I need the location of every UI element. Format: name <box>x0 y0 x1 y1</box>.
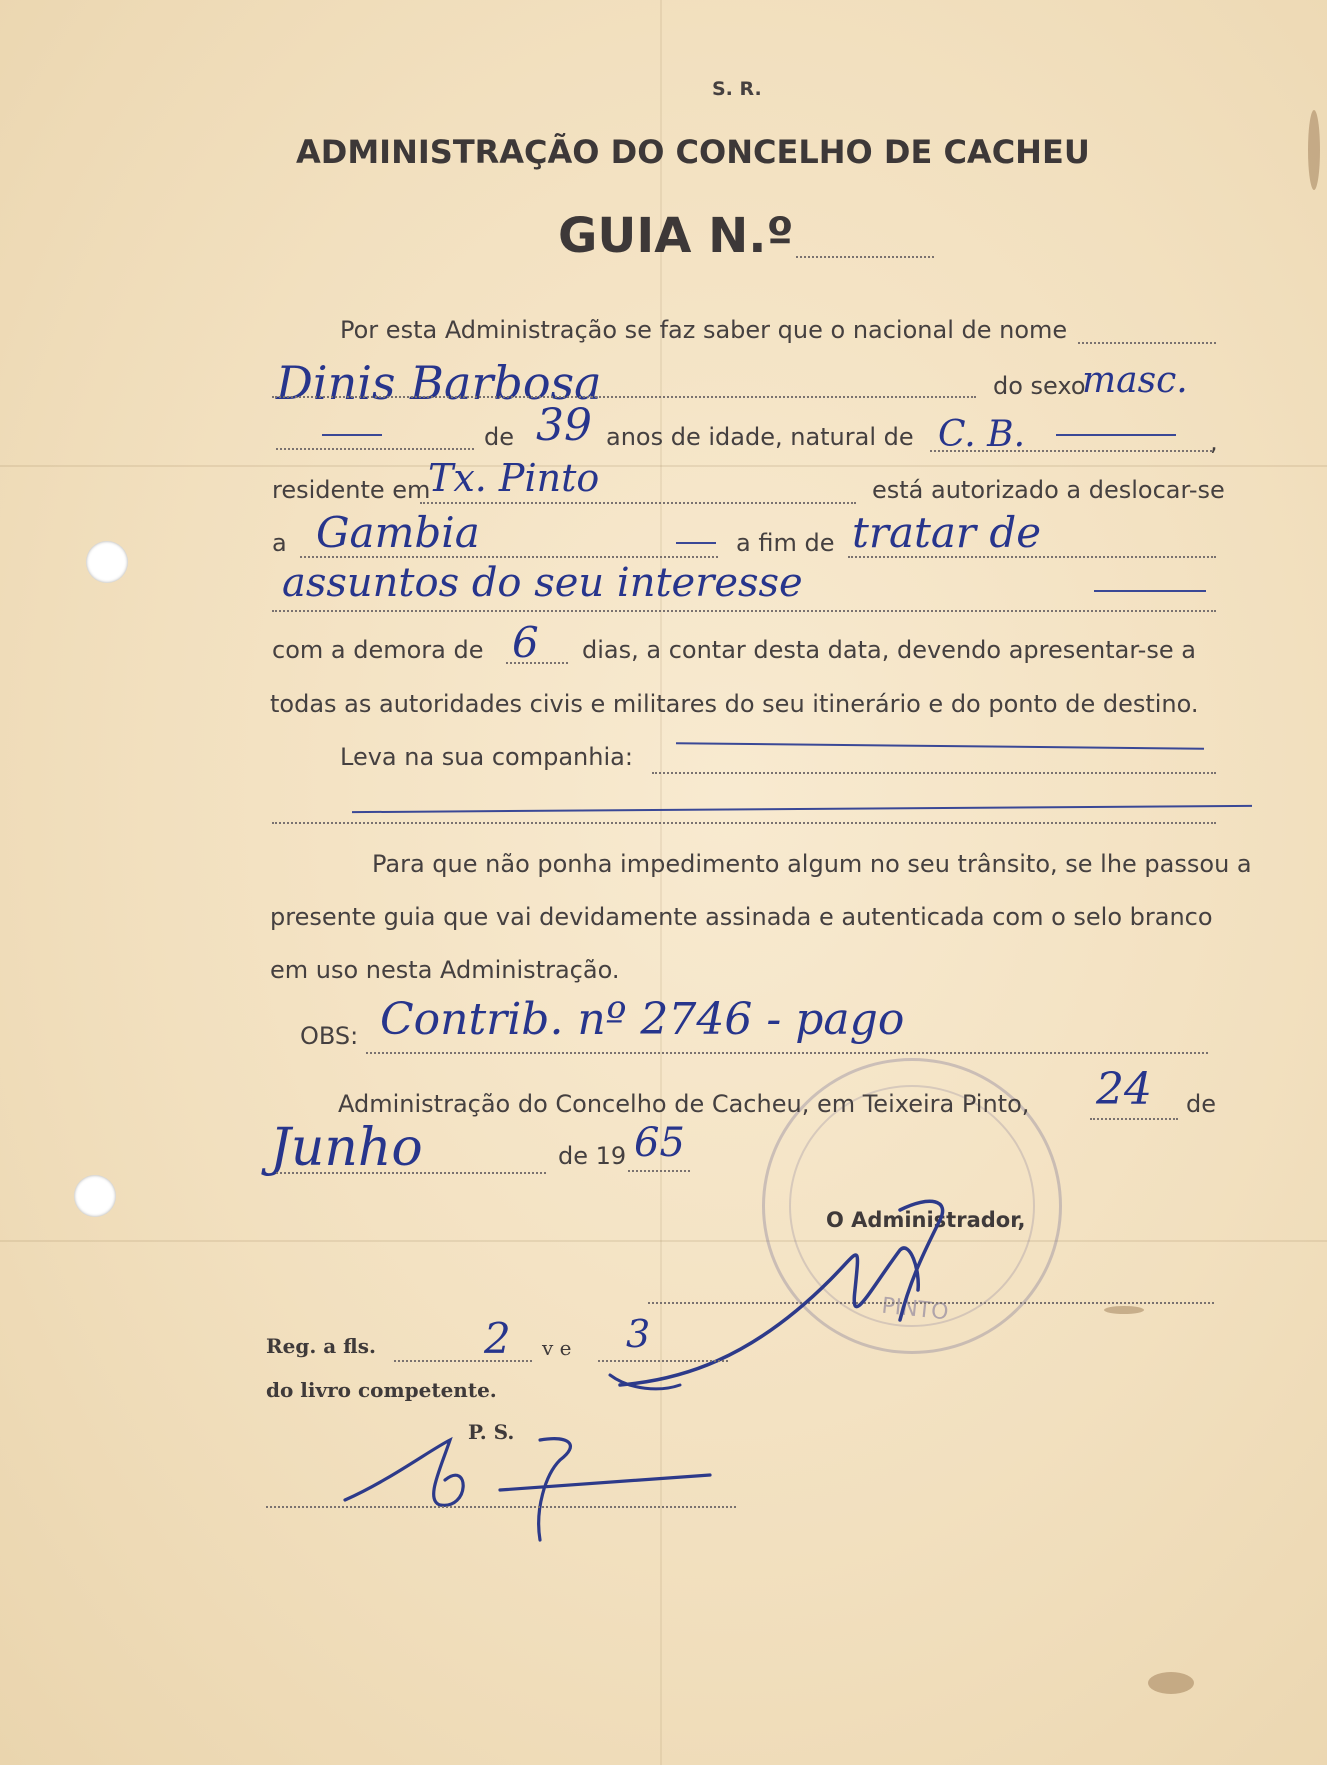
nome-line-end <box>1078 342 1216 344</box>
ps-line <box>266 1506 736 1508</box>
destino-handwritten: Gambia <box>316 508 480 557</box>
obs-label: OBS: <box>300 1022 359 1050</box>
reg-line <box>394 1360 532 1362</box>
pen-stroke <box>676 742 1204 750</box>
administrador-label: O Administrador, <box>826 1208 1026 1232</box>
livro-label: do livro competente. <box>266 1378 497 1402</box>
stain <box>1148 1672 1194 1694</box>
reg-label: Reg. a fls. <box>266 1334 376 1358</box>
companhia-line-2 <box>272 822 1216 824</box>
autoridades-text: todas as autoridades civis e militares do seu itinerário e do ponto de destino. <box>270 690 1199 718</box>
ps-signature <box>330 1420 730 1550</box>
natural-line <box>930 450 1212 452</box>
pen-dash <box>1094 590 1206 592</box>
stain <box>1308 110 1320 190</box>
pen-dash <box>676 542 716 544</box>
pen-dash <box>1056 434 1176 436</box>
administrator-signature <box>600 1180 1060 1410</box>
dia-line <box>1090 1118 1178 1120</box>
idade-handwritten: 39 <box>536 400 592 451</box>
fim-cont-line <box>272 610 1216 612</box>
dia-handwritten: 24 <box>1096 1064 1152 1115</box>
companhia-line <box>652 772 1216 774</box>
place-text: Administração do Concelho de Cacheu, em Teixeira Pinto, <box>338 1090 1030 1118</box>
nome-handwritten: Dinis Barbosa <box>276 356 602 410</box>
obs-line <box>366 1052 1208 1054</box>
ano-line <box>628 1170 690 1172</box>
fls-handwritten: 2 <box>484 1314 511 1363</box>
seal-text: PINTO <box>880 1293 950 1326</box>
residente-handwritten: Tx. Pinto <box>428 456 600 500</box>
de-end-label: de <box>1186 1090 1216 1118</box>
demora-handwritten: 6 <box>512 618 539 667</box>
sexo-handwritten: masc. <box>1082 360 1188 401</box>
obs-handwritten: Contrib. nº 2746 - pago <box>380 994 905 1045</box>
sr-mark: S. R. <box>712 78 762 100</box>
pen-stroke <box>352 805 1252 813</box>
fim-cont-handwritten: assuntos do seu interesse <box>282 560 803 606</box>
pen-dash <box>322 434 382 436</box>
demora-label: com a demora de <box>272 636 484 664</box>
de-label: de <box>484 423 514 451</box>
guia-heading: GUIA N.º <box>558 208 794 264</box>
autorizado-label: está autorizado a deslocar-se <box>872 476 1225 504</box>
dias-label: dias, a contar desta data, devendo apresentar-se a <box>582 636 1196 664</box>
residente-line <box>420 502 856 504</box>
guia-number-line <box>796 256 934 258</box>
para-line-3: em uso nesta Administração. <box>270 956 620 984</box>
para-line-2: presente guia que vai devidamente assinada e autenticada com o selo branco <box>270 903 1213 931</box>
punch-hole <box>74 1175 116 1217</box>
ps-label: P. S. <box>468 1420 515 1444</box>
comma: , <box>1210 428 1218 456</box>
fls2-handwritten: 3 <box>626 1312 651 1356</box>
companhia-label: Leva na sua companhia: <box>340 743 633 771</box>
intro-text: Por esta Administração se faz saber que o nacional de nome <box>340 316 1068 344</box>
v-e-label: v e <box>542 1336 572 1360</box>
destino-line <box>300 556 718 558</box>
fim-line <box>848 556 1216 558</box>
anos-label: anos de idade, natural de <box>606 423 914 451</box>
fim-label: a fim de <box>736 529 835 557</box>
natural-handwritten: C. B. <box>938 414 1026 455</box>
year-prefix: de 19 <box>558 1142 627 1170</box>
a-label: a <box>272 529 287 557</box>
mes-handwritten: Junho <box>270 1118 423 1178</box>
reg-line-2 <box>598 1360 728 1362</box>
fold-line <box>0 465 1327 467</box>
punch-hole <box>86 541 128 583</box>
para-line-1: Para que não ponha impedimento algum no seu trânsito, se lhe passou a <box>372 850 1252 878</box>
nome-line <box>272 396 976 398</box>
residente-label: residente em <box>272 476 431 504</box>
mes-line <box>276 1172 546 1174</box>
line-blank <box>276 448 474 450</box>
fim-handwritten: tratar de <box>852 508 1042 557</box>
ano-handwritten: 65 <box>634 1120 685 1166</box>
stain <box>1104 1306 1144 1314</box>
sexo-label: do sexo <box>993 372 1086 400</box>
demora-line <box>506 662 568 664</box>
office-title: ADMINISTRAÇÃO DO CONCELHO DE CACHEU <box>296 133 1090 171</box>
